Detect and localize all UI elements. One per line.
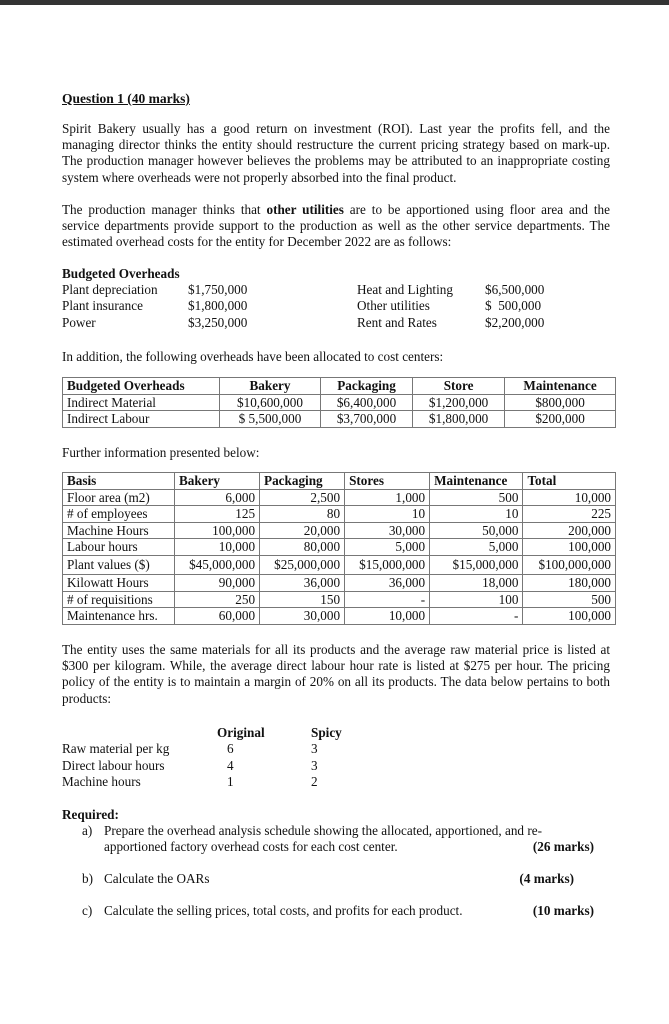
overhead-row: Rent and Rates $2,200,000 <box>357 314 545 330</box>
table-row: Indirect Material $10,600,000 $6,400,000 $1,200,000 $800,000 <box>63 394 616 411</box>
table-row: Maintenance hrs. 60,000 30,000 10,000 - 100,000 <box>63 608 616 625</box>
table-row: Floor area (m2) 6,000 2,500 1,000 500 10,000 <box>63 489 616 506</box>
table-header-row: Original Spicy <box>217 725 342 740</box>
top-bar <box>0 0 669 5</box>
intro-paragraph: Spirit Bakery usually has a good return on investment (ROI). Last year the profits fell, and the managing director thinks the entity should restructure the current pricing strategy based on mark-up. The production manager however believes the problems may be attributed to an inappropriate costing system where overheads were not properly absorbed into the final product. <box>62 121 610 185</box>
required-item-c: c) Calculate the selling prices, total costs, and profits for each product. (10 marks) <box>82 903 594 918</box>
table-row: Direct labour hours 4 3 <box>62 757 318 773</box>
overhead-row: Other utilities $ 500,000 <box>357 298 542 314</box>
budgeted-overheads-left <box>62 282 247 331</box>
table-row: Plant values ($) $45,000,000 $25,000,000 $15,000,000 $15,000,000 $100,000,000 <box>63 555 616 574</box>
required-heading: Required: <box>62 807 119 822</box>
table-header-row: Budgeted Overheads Bakery Packaging Store Maintenance <box>63 378 616 395</box>
budgeted-overheads-right <box>357 282 544 331</box>
table-row: Machine hours 1 2 <box>62 774 318 790</box>
table-row: Labour hours 10,000 80,000 5,000 5,000 100,000 <box>63 539 616 556</box>
table-header-row: Basis Bakery Packaging Stores Maintenance Total <box>63 473 616 490</box>
table-row: # of employees 125 80 10 10 225 <box>63 506 616 523</box>
table-row: # of requisitions 250 150 - 100 500 <box>63 591 616 608</box>
allocated-intro: In addition, the following overheads have been allocated to cost centers: <box>62 349 444 364</box>
overhead-row: Power $3,250,000 <box>62 314 248 330</box>
table-row: Raw material per kg 6 3 <box>62 741 318 757</box>
other-utilities-emphasis: other utilities <box>266 202 344 217</box>
required-item-b: b) Calculate the OARs (4 marks) <box>82 871 574 886</box>
allocated-overheads-table <box>62 377 616 428</box>
overhead-row: Heat and Lighting $6,500,000 <box>357 282 545 297</box>
question-title: Question 1 (40 marks) <box>62 91 190 106</box>
table-row: Kilowatt Hours 90,000 36,000 36,000 18,000 180,000 <box>63 574 616 591</box>
table-row: Machine Hours 100,000 20,000 30,000 50,000 200,000 <box>63 522 616 539</box>
overhead-row: Plant depreciation $1,750,000 <box>62 282 248 297</box>
products-table <box>62 725 342 791</box>
utilities-paragraph: The production manager thinks that other utilities are to be apportioned using floor area and the service departments provide support to the production as well as the other service departments. The estimated overhead costs for the entity for December 2022 are as follows: <box>62 202 610 250</box>
budgeted-overheads-heading: Budgeted Overheads <box>62 266 180 281</box>
overhead-row: Plant insurance $1,800,000 <box>62 298 248 314</box>
table-row: Indirect Labour $ 5,500,000 $3,700,000 $1,800,000 $200,000 <box>63 411 616 428</box>
required-item-a: a) Prepare the overhead analysis schedule showing the allocated, apportioned, and re-apportioned factory overhead costs for each cost center. (26 marks) <box>82 823 594 854</box>
pricing-paragraph: The entity uses the same materials for all its products and the average raw material price is listed at $300 per kilogram. While, the average direct labour hour rate is listed at $275 per hour. The pricing policy of the entity is to maintain a margin of 20% on all its products. The data below pertains to both products: <box>62 642 610 706</box>
further-intro: Further information presented below: <box>62 445 260 460</box>
basis-table <box>62 472 616 625</box>
